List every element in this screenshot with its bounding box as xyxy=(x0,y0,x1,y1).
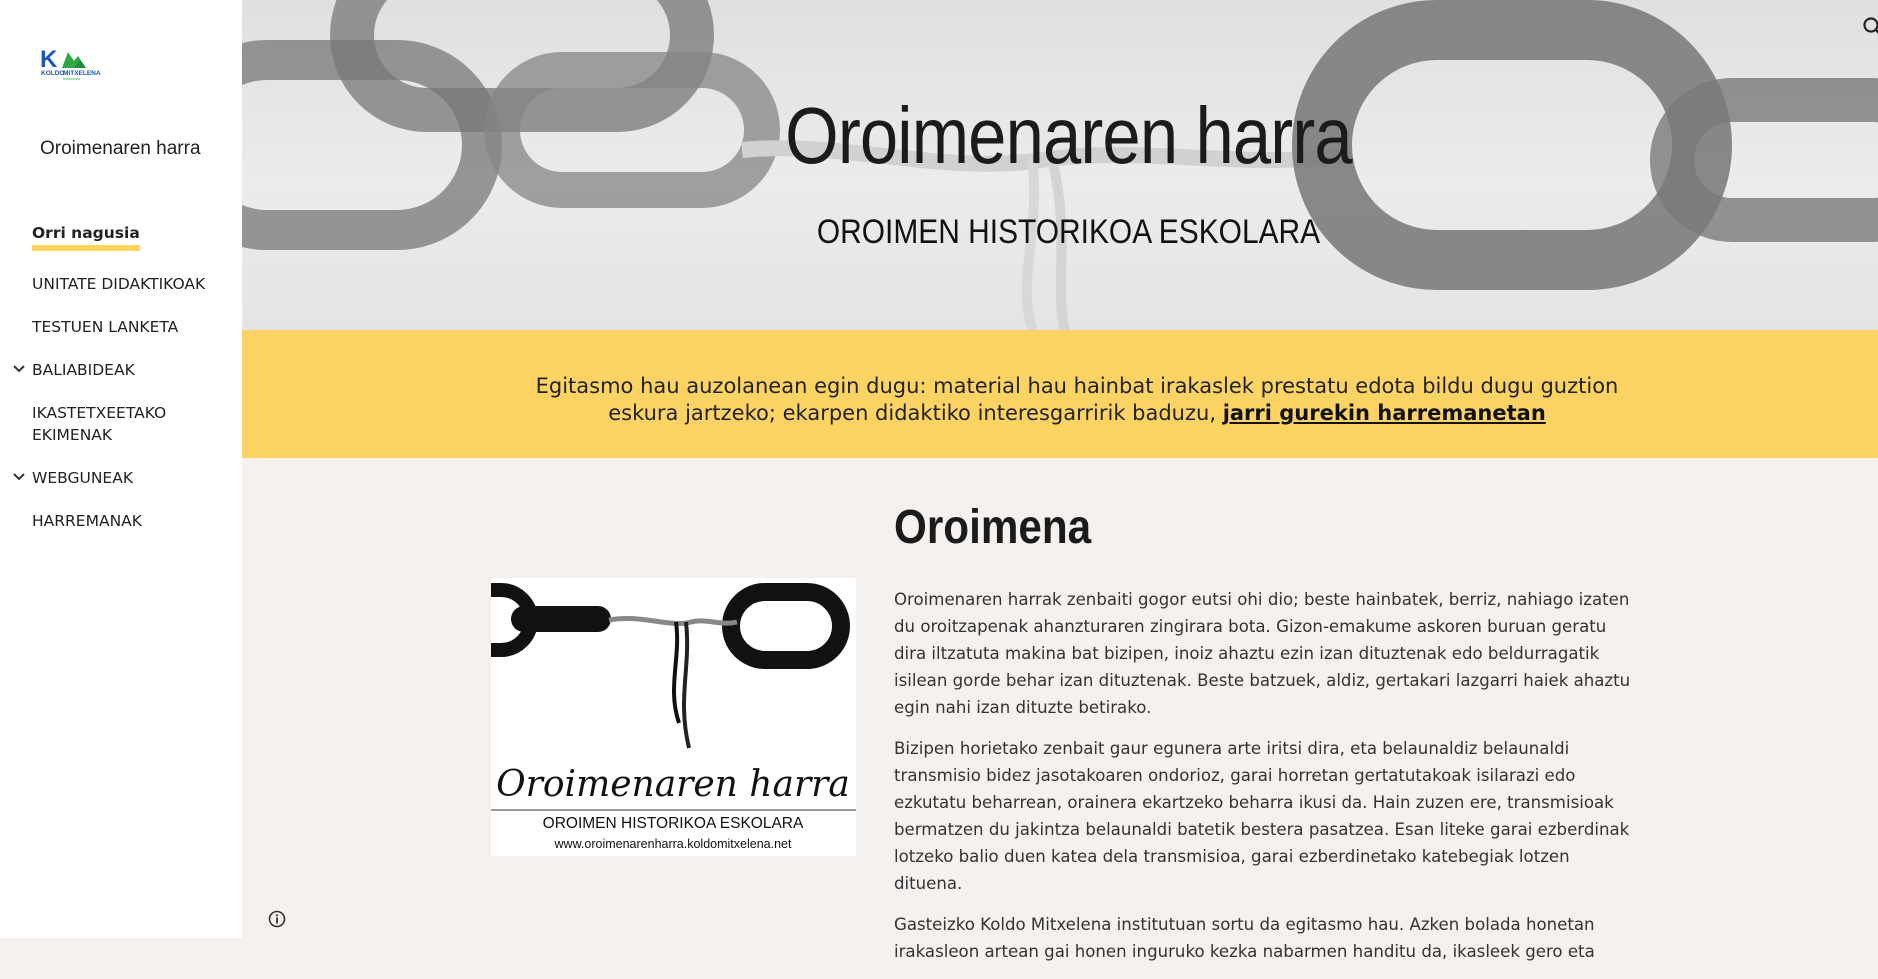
page-subtitle: OROIMEN HISTORIKOA ESKOLARA xyxy=(816,213,1321,251)
paragraph: Gasteizko Koldo Mitxelena institutuan sortu da egitasmo hau. Azken bolada honetan irakasleon artean gai honen inguruko kezka nabarmen handitu da, ikasleek gero eta xyxy=(894,915,1595,961)
sidebar-item-label: HARREMANAK xyxy=(32,512,142,530)
svg-text:MITXELENA: MITXELENA xyxy=(63,70,101,77)
chevron-down-icon[interactable] xyxy=(12,364,26,374)
announcement-banner xyxy=(242,330,1878,458)
paragraph: Bizipen horietako zenbait gaur egunera arte iritsi dira, eta belaunaldiz belaunaldi transmisio bidez jasotakoaren ondorioz, garai horretan gertatutakoak isilarazi edo ezkutatu beharrean, orainera ekartzeko beharra ikusi da. Hain zuzen ere, transmisioak bermatzen du jakintza belaunaldi batetik bestera pasatzea. Esan liteke garai ezberdinak lotzeko balio duen katea dela transmisioa, garai ezberdinetako katebegiak lotzen dituena. xyxy=(894,739,1630,893)
banner-text xyxy=(512,373,1642,427)
sidebar-item-baliabideak[interactable] xyxy=(0,359,242,381)
sidebar xyxy=(0,0,242,938)
page-title: Oroimenaren harra xyxy=(785,91,1352,180)
sidebar-item-testuen-lanketa[interactable] xyxy=(0,316,242,338)
sidebar-item-unitate-didaktikoak[interactable] xyxy=(0,273,242,295)
svg-text:KOLDO: KOLDO xyxy=(41,70,65,77)
section-title: Oroimena xyxy=(894,501,1092,554)
sidebar-nav xyxy=(0,222,242,532)
hero-header xyxy=(242,0,1878,330)
sidebar-item-ikastetxeetako-ekimenak[interactable] xyxy=(0,402,182,446)
sidebar-item-label: TESTUEN LANKETA xyxy=(32,318,179,336)
svg-text:OROIMEN HISTORIKOA ESKOLARA: OROIMEN HISTORIKOA ESKOLARA xyxy=(542,815,804,832)
svg-text:Kulturunea: Kulturunea xyxy=(63,77,80,81)
site-title[interactable]: Oroimenaren harra xyxy=(40,138,201,159)
sidebar-item-webguneak[interactable] xyxy=(0,467,242,489)
svg-text:K: K xyxy=(40,46,58,73)
sidebar-item-harremanak[interactable] xyxy=(0,510,242,532)
contact-link[interactable]: jarri gurekin harremanetan xyxy=(1222,401,1546,425)
sidebar-item-label: UNITATE DIDAKTIKOAK xyxy=(32,275,206,293)
sidebar-item-label: BALIABIDEAK xyxy=(32,361,135,379)
banner-message: Egitasmo hau auzolanean egin dugu: material hau hainbat irakaslek prestatu edota bildu dugu guztion eskura jartzeko; ekarpen didaktiko interesgarririk baduzu, xyxy=(535,374,1619,425)
svg-text:Oroimenaren harra: Oroimenaren harra xyxy=(496,764,850,805)
sidebar-item-label: WEBGUNEAK xyxy=(32,469,133,487)
article-body xyxy=(894,586,1638,979)
site-logo[interactable] xyxy=(40,46,106,86)
paragraph: Oroimenaren harrak zenbaiti gogor eutsi ohi dio; beste hainbatek, berriz, nahiago izaten du oroitzapenak ahanzturaren zingirara bota. Gizon-emakume askoren buruan geratu dira iltzatuta makina bat bizipen, inoiz ahaztu ezin izan dituztenak edo beldurragatik isilean gorde behar izan dituztenak. Beste batzuek, aldiz, gertakari lazgarri haiek ahaztu egin nahi izan dituzte betirako. xyxy=(894,590,1631,717)
chevron-down-icon[interactable] xyxy=(12,472,26,482)
sidebar-item-label: Orri nagusia xyxy=(32,222,140,251)
sidebar-item-label: IKASTETXEETAKO EKIMENAK xyxy=(32,404,167,444)
sidebar-item-orri-nagusia[interactable] xyxy=(0,222,242,251)
search-icon[interactable] xyxy=(1862,16,1878,38)
svg-text:www.oroimenarenharra.koldomitx: www.oroimenarenharra.koldomitxelena.net xyxy=(554,837,792,851)
info-icon[interactable] xyxy=(268,910,286,928)
poster-image[interactable] xyxy=(491,578,856,856)
